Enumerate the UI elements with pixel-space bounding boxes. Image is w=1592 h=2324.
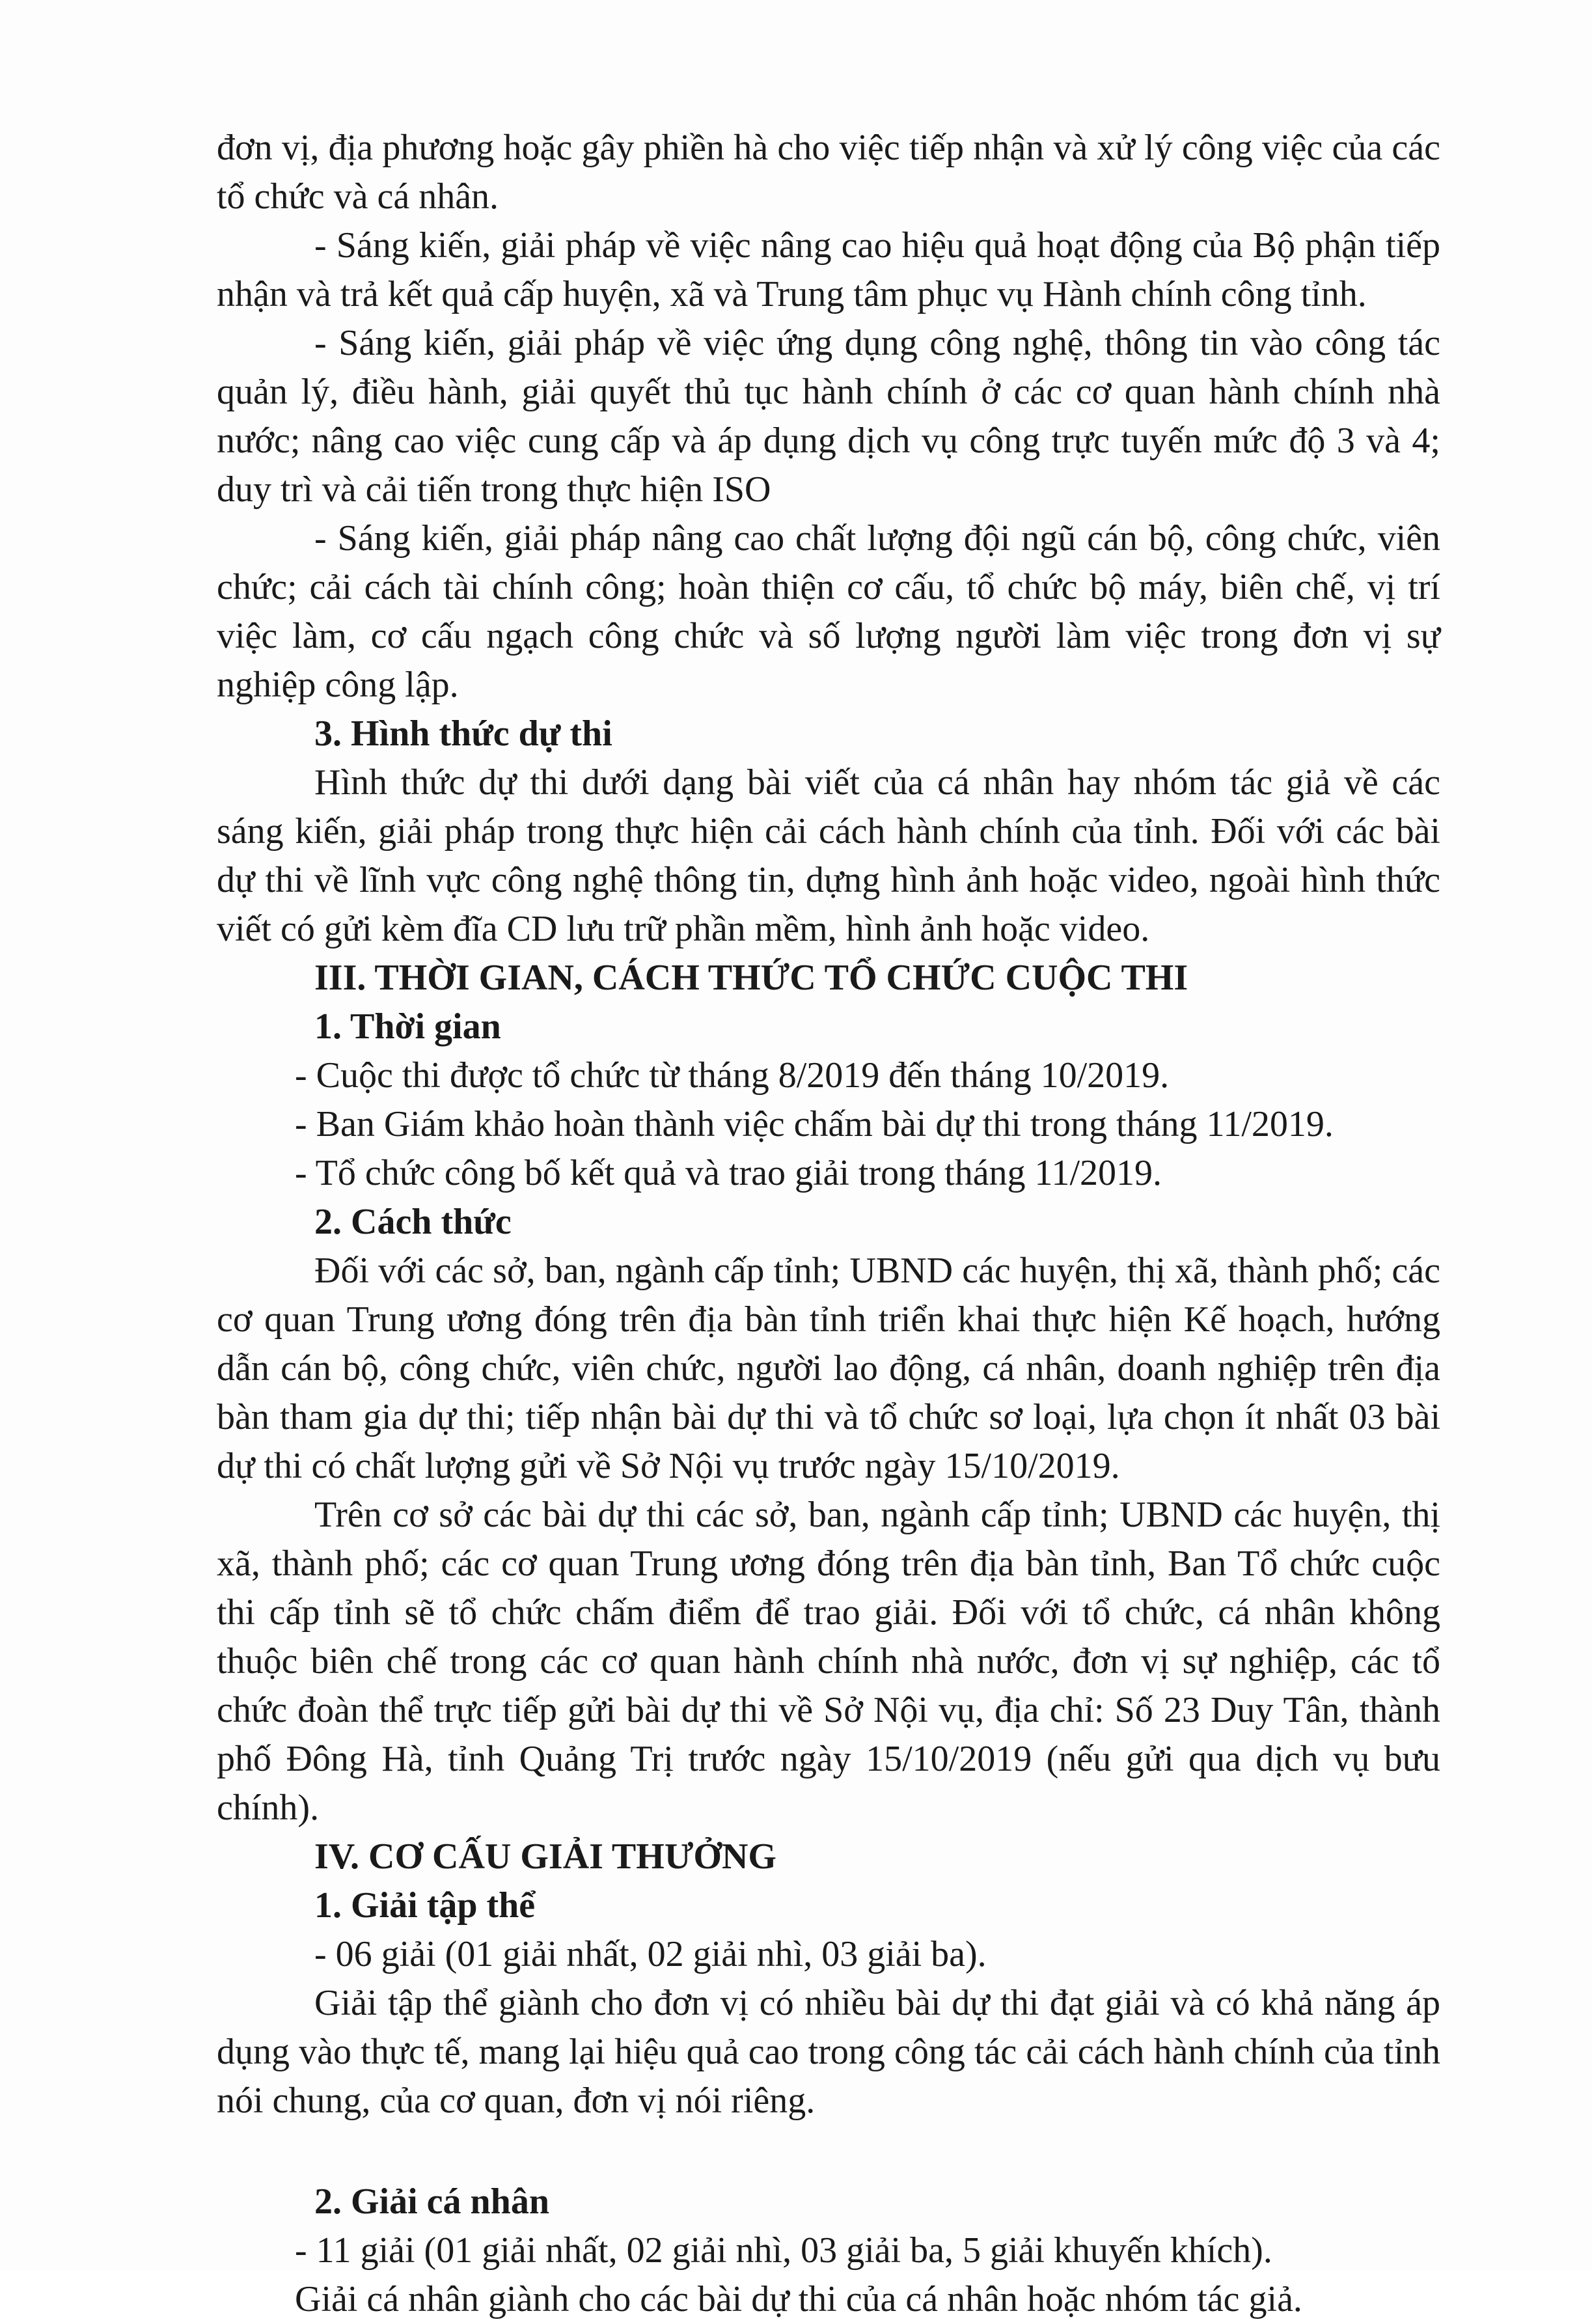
paragraph: đơn vị, địa phương hoặc gây phiền hà cho việc tiếp nhận và xử lý công việc của các tổ chức và cá nhân. [217,128,1440,217]
paragraph: - Sáng kiến, giải pháp về việc ứng dụng công nghệ, thông tin vào công tác quản lý, điều hành, giải quyết thủ tục hành chính ở các cơ quan hành chính nhà nước; nâng cao việc cung cấp và áp dụng dịch vụ công trực tuyến mức độ 3 và 4; duy trì và cải tiến trong thực hiện ISO [217,323,1440,510]
paragraph: - 06 giải (01 giải nhất, 02 giải nhì, 03 giải ba). [314,1934,987,1974]
paragraph: Hình thức dự thi dưới dạng bài viết của cá nhân hay nhóm tác giả về các sáng kiến, giải pháp trong thực hiện cải cách hành chính của tỉnh. Đối với các bài dự thi về lĩnh vực công nghệ thông tin, dựng hình ảnh hoặc video, ngoài hình thức viết có gửi kèm đĩa CD lưu trữ phần mềm, hình ảnh hoặc video. [217,762,1440,949]
paragraph: Giải tập thể giành cho đơn vị có nhiều bài dự thi đạt giải và có khả năng áp dụng vào thực tế, mang lại hiệu quả cao trong công tác cải cách hành chính của tỉnh nói chung, của cơ quan, đơn vị nói riêng. [217,1983,1440,2121]
bullet-item: - Tổ chức công bố kết quả và trao giải trong tháng 11/2019. [295,1153,1162,1193]
paragraph: - Sáng kiến, giải pháp nâng cao chất lượng đội ngũ cán bộ, công chức, viên chức; cải cách tài chính công; hoàn thiện cơ cấu, tổ chức bộ máy, biên chế, vị trí việc làm, cơ cấu ngạch công chức và số lượng người làm việc trong đơn vị sự nghiệp công lập. [217,518,1440,705]
document-body [217,124,1440,2324]
section-heading: 1. Thời gian [314,1006,501,1047]
bullet-item: - Ban Giám khảo hoàn thành việc chấm bài dự thi trong tháng 11/2019. [295,1104,1334,1144]
section-heading: 3. Hình thức dự thi [314,713,612,754]
bullet-item: - 11 giải (01 giải nhất, 02 giải nhì, 03 giải ba, 5 giải khuyến khích). [295,2230,1272,2271]
paragraph: Giải cá nhân giành cho các bài dự thi của cá nhân hoặc nhóm tác giả. [295,2279,1302,2319]
paragraph: Trên cơ sở các bài dự thi các sở, ban, ngành cấp tỉnh; UBND các huyện, thị xã, thành phố; các cơ quan Trung ương đóng trên địa bàn tỉnh, Ban Tổ chức cuộc thi cấp tỉnh sẽ tổ chức chấm điểm để trao giải. Đối với tổ chức, cá nhân không thuộc biên chế trong các cơ quan hành chính nhà nước, đơn vị sự nghiệp, các tổ chức đoàn thể trực tiếp gửi bài dự thi về Sở Nội vụ, địa chỉ: Số 23 Duy Tân, thành phố Đông Hà, tỉnh Quảng Trị trước ngày 15/10/2019 (nếu gửi qua dịch vụ bưu chính). [217,1495,1440,1828]
paragraph: Đối với các sở, ban, ngành cấp tỉnh; UBND các huyện, thị xã, thành phố; các cơ quan Trung ương đóng trên địa bàn tỉnh triển khai thực hiện Kế hoạch, hướng dẫn cán bộ, công chức, viên chức, người lao động, cá nhân, doanh nghiệp trên địa bàn tham gia dự thi; tiếp nhận bài dự thi và tổ chức sơ loại, lựa chọn ít nhất 03 bài dự thi có chất lượng gửi về Sở Nội vụ trước ngày 15/10/2019. [217,1251,1440,1486]
section-heading: 2. Giải cá nhân [314,2181,549,2222]
paragraph: - Sáng kiến, giải pháp về việc nâng cao hiệu quả hoạt động của Bộ phận tiếp nhận và trả kết quả cấp huyện, xã và Trung tâm phục vụ Hành chính công tỉnh. [217,225,1440,314]
chapter-heading: III. THỜI GIAN, CÁCH THỨC TỔ CHỨC CUỘC THI [314,958,1188,998]
spacer [217,2125,1440,2178]
bullet-item: - Cuộc thi được tổ chức từ tháng 8/2019 đến tháng 10/2019. [295,1055,1170,1096]
chapter-heading: IV. CƠ CẤU GIẢI THƯỞNG [314,1836,776,1877]
section-heading: 2. Cách thức [314,1202,512,1242]
section-heading: 1. Giải tập thể [314,1885,536,1926]
